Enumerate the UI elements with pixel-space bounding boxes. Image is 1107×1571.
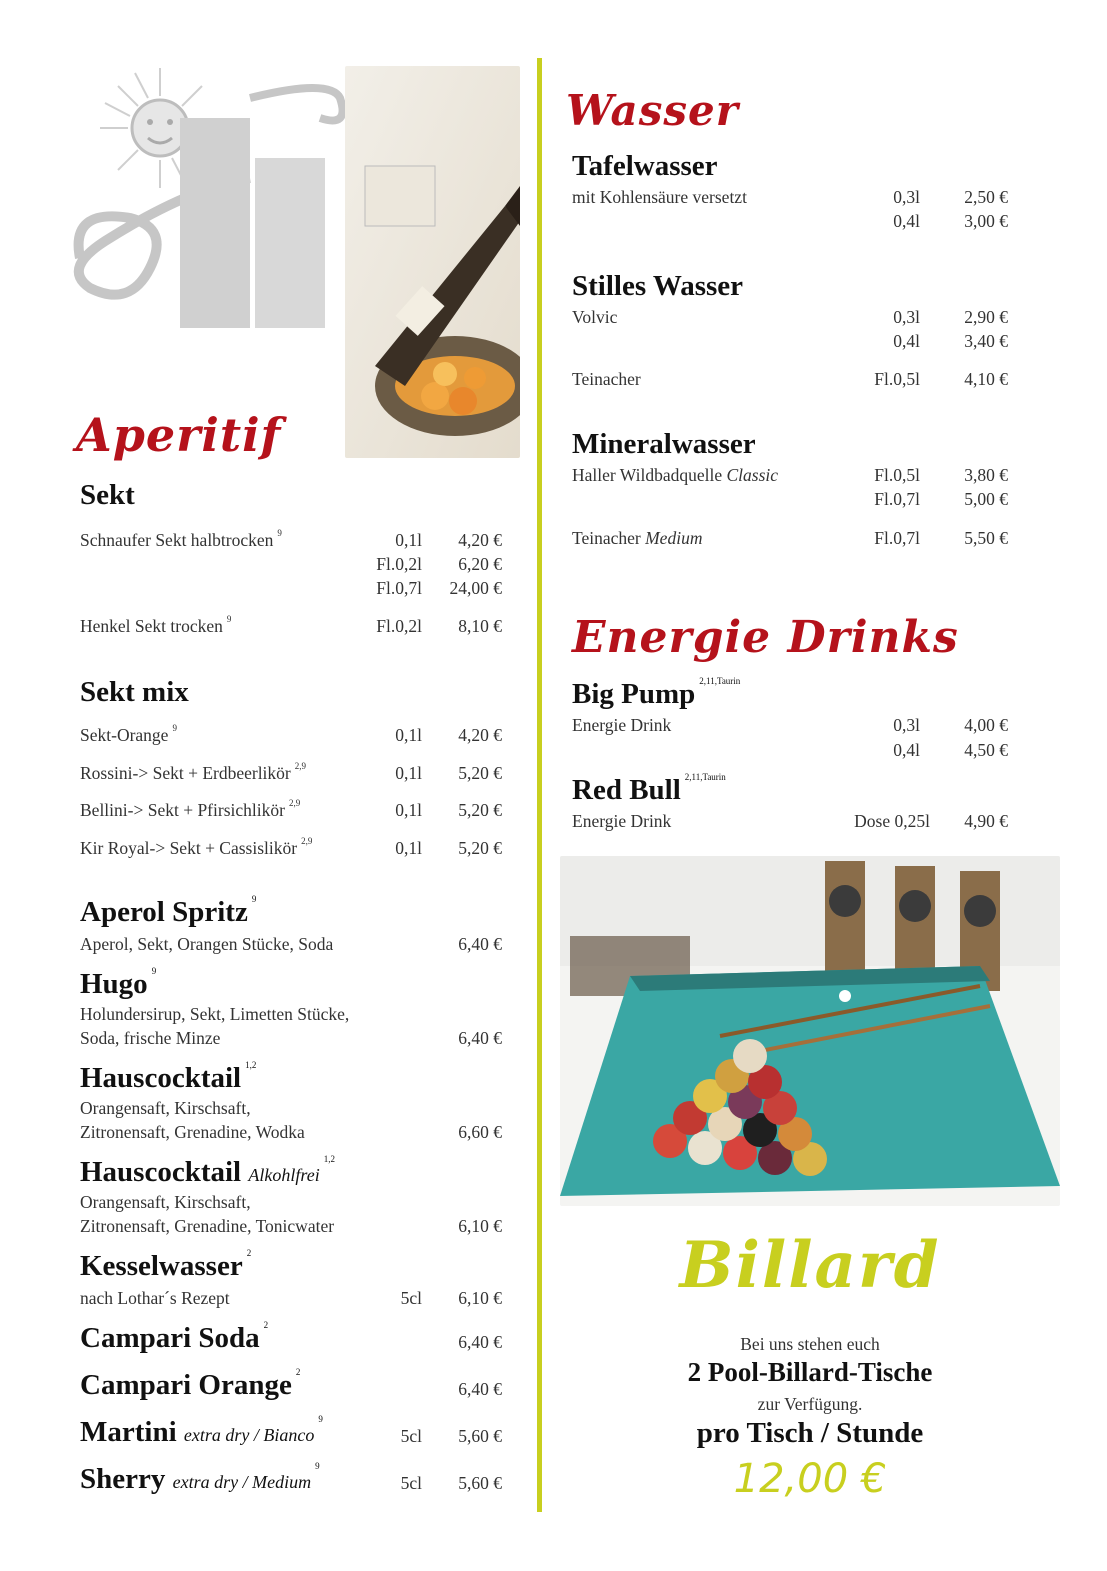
size-sherry: 5cl <box>400 1473 422 1493</box>
item-henkel: Henkel Sekt trocken $^9$ <box>80 614 232 636</box>
price-bellini: 5,20 € <box>458 800 502 820</box>
billard-line-4: pro Tisch / Stunde <box>696 1417 924 1449</box>
item-kir-royal: Kir Royal-> Sekt + Cassislikör $^{2,9}$ <box>80 836 313 858</box>
heading-sekt-mix: Sekt mix <box>80 676 189 708</box>
heading-kesselwasser: Kesselwasser $^2$ <box>80 1248 252 1282</box>
item-rossini: Rossini-> Sekt + Erdbeerlikör $^{2,9}$ <box>80 761 307 783</box>
sun-monogram-logo <box>50 58 350 338</box>
desc-big-pump: Energie Drink <box>572 715 672 735</box>
desc-hauscocktail-af-1: Orangensaft, Kirschsaft, <box>80 1192 251 1212</box>
size-big-pump-1: 0,3l <box>893 715 920 735</box>
size-rossini: 0,1l <box>395 763 422 783</box>
desc-kesselwasser: nach Lothar´s Rezept <box>80 1288 230 1308</box>
price-hauscocktail-af: 6,10 € <box>458 1216 502 1236</box>
price-haller-1: 3,80 € <box>964 465 1008 485</box>
heading-tafelwasser: Tafelwasser <box>572 150 718 182</box>
price-hugo: 6,40 € <box>458 1028 502 1048</box>
desc-hauscocktail-1: Orangensaft, Kirschsaft, <box>80 1098 251 1118</box>
price-teinacher: 4,10 € <box>964 369 1008 389</box>
size-tafelwasser-1: 0,3l <box>893 187 920 207</box>
size-kir-royal: 0,1l <box>395 838 422 858</box>
heading-hauscocktail-alkoholfrei: Hauscocktail Alkohlfrei$^{1,2}$ <box>80 1154 335 1188</box>
section-title-energie-drinks: Energie Drinks <box>572 612 959 663</box>
heading-stilles-wasser: Stilles Wasser <box>572 270 744 302</box>
desc-aperol: Aperol, Sekt, Orangen Stücke, Soda <box>80 934 334 954</box>
heading-campari-soda: Campari Soda $^2$ <box>80 1320 269 1354</box>
billard-line-2: 2 Pool-Billard-Tische <box>687 1357 933 1387</box>
sekt-bottle-photo <box>345 66 520 458</box>
billard-line-3: zur Verfügung. <box>757 1394 863 1414</box>
price-tafelwasser-2: 3,00 € <box>964 211 1008 231</box>
price-martini: 5,60 € <box>458 1426 502 1446</box>
size-teinacher: Fl.0,5l <box>874 369 920 389</box>
size-haller-1: Fl.0,5l <box>874 465 920 485</box>
item-volvic: Volvic <box>572 307 618 327</box>
price-campari-orange: 6,40 € <box>458 1379 502 1399</box>
size-martini: 5cl <box>400 1426 422 1446</box>
price-volvic-2: 3,40 € <box>964 331 1008 351</box>
size-schnaufer-1: 0,1l <box>395 530 422 550</box>
billard-line-1: Bei uns stehen euch <box>740 1334 880 1354</box>
heading-sekt: Sekt <box>80 479 135 511</box>
price-henkel: 8,10 € <box>458 616 502 636</box>
heading-red-bull: Red Bull $^{2,11,Taurin}$ <box>572 772 726 806</box>
section-title-aperitif: Aperitif <box>76 408 282 462</box>
column-divider <box>537 58 542 1512</box>
item-sekt-orange: Sekt-Orange $^9$ <box>80 723 177 745</box>
price-haller-2: 5,00 € <box>964 489 1008 509</box>
desc-hugo-2: Soda, frische Minze <box>80 1028 221 1048</box>
price-sekt-orange: 4,20 € <box>458 725 502 745</box>
size-haller-2: Fl.0,7l <box>874 489 920 509</box>
section-title-wasser: Wasser <box>566 86 739 135</box>
price-teinacher-medium: 5,50 € <box>964 528 1008 548</box>
price-big-pump-2: 4,50 € <box>964 740 1008 760</box>
item-teinacher-medium: Teinacher Medium <box>572 528 703 548</box>
item-haller: Haller Wildbadquelle Classic <box>572 465 779 485</box>
desc-red-bull: Energie Drink <box>572 811 672 831</box>
desc-hauscocktail-af-2: Zitronensaft, Grenadine, Tonicwater <box>80 1216 335 1236</box>
price-rossini: 5,20 € <box>458 763 502 783</box>
size-volvic-1: 0,3l <box>893 307 920 327</box>
size-kesselwasser: 5cl <box>400 1288 422 1308</box>
price-hauscocktail: 6,60 € <box>458 1122 502 1142</box>
size-teinacher-medium: Fl.0,7l <box>874 528 920 548</box>
heading-big-pump: Big Pump $^{2,11,Taurin}$ <box>572 676 741 710</box>
billiard-table-photo <box>560 856 1060 1206</box>
size-big-pump-2: 0,4l <box>893 740 920 760</box>
heading-mineralwasser: Mineralwasser <box>572 428 756 460</box>
desc-hugo-1: Holundersirup, Sekt, Limetten Stücke, <box>80 1004 350 1024</box>
heading-campari-orange: Campari Orange $^2$ <box>80 1367 301 1401</box>
size-schnaufer-3: Fl.0,7l <box>376 578 422 598</box>
desc-hauscocktail-2: Zitronensaft, Grenadine, Wodka <box>80 1122 305 1142</box>
size-volvic-2: 0,4l <box>893 331 920 351</box>
price-sherry: 5,60 € <box>458 1473 502 1493</box>
heading-hugo: Hugo $^9$ <box>80 966 157 1000</box>
section-title-billard: Billard <box>679 1228 941 1303</box>
billard-price: 12,00 € <box>733 1456 887 1502</box>
heading-sherry: Sherry extra dry / Medium$^9$ <box>80 1461 320 1495</box>
size-sekt-orange: 0,1l <box>395 725 422 745</box>
price-kesselwasser: 6,10 € <box>458 1288 502 1308</box>
item-teinacher: Teinacher <box>572 369 641 389</box>
heading-hauscocktail: Hauscocktail $^{1,2}$ <box>80 1060 257 1094</box>
price-schnaufer-3: 24,00 € <box>449 578 502 598</box>
size-tafelwasser-2: 0,4l <box>893 211 920 231</box>
price-aperol: 6,40 € <box>458 934 502 954</box>
price-big-pump-1: 4,00 € <box>964 715 1008 735</box>
price-tafelwasser-1: 2,50 € <box>964 187 1008 207</box>
price-red-bull: 4,90 € <box>964 811 1008 831</box>
price-schnaufer-2: 6,20 € <box>458 554 502 574</box>
item-bellini: Bellini-> Sekt + Pfirsichlikör $^{2,9}$ <box>80 798 301 820</box>
price-schnaufer-1: 4,20 € <box>458 530 502 550</box>
price-volvic-1: 2,90 € <box>964 307 1008 327</box>
size-henkel: Fl.0,2l <box>376 616 422 636</box>
heading-martini: Martini extra dry / Bianco$^9$ <box>80 1414 323 1448</box>
price-kir-royal: 5,20 € <box>458 838 502 858</box>
price-campari-soda: 6,40 € <box>458 1332 502 1352</box>
size-bellini: 0,1l <box>395 800 422 820</box>
heading-aperol-spritz: Aperol Spritz $^9$ <box>80 894 257 928</box>
item-schnaufer: Schnaufer Sekt halbtrocken $^9$ <box>80 528 282 550</box>
size-red-bull: Dose 0,25l <box>854 811 930 831</box>
size-schnaufer-2: Fl.0,2l <box>376 554 422 574</box>
desc-tafelwasser: mit Kohlensäure versetzt <box>572 187 747 207</box>
